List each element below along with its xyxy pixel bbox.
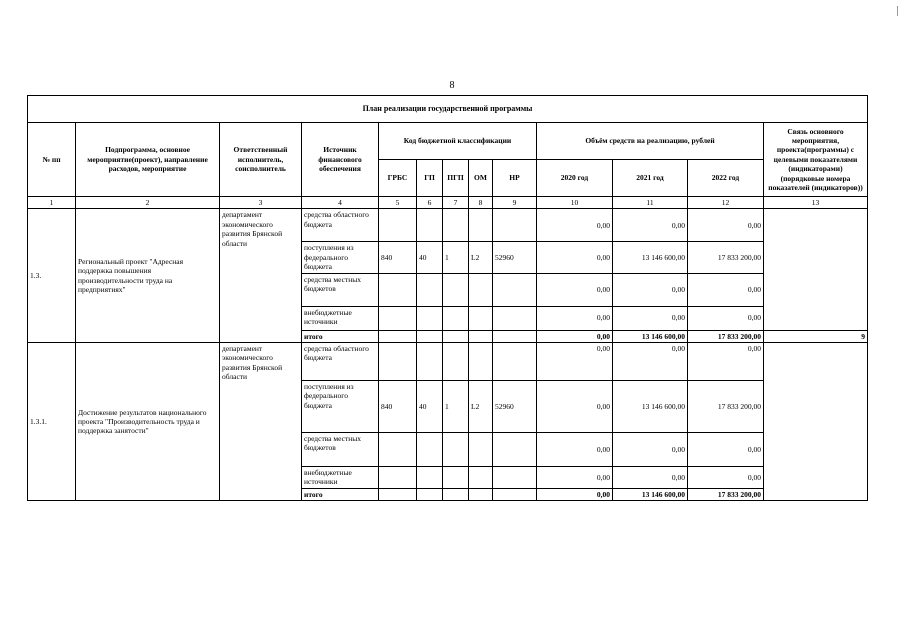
np — [493, 330, 537, 342]
pgp — [443, 273, 469, 306]
np: 52960 — [493, 242, 537, 273]
header-source: Источник финансового обеспечения — [302, 123, 379, 197]
header-funds: Объём средств на реализацию, рублей — [537, 123, 764, 160]
header-link: Связь основного мероприятия, проекта(программы) с целевыми показателями (индикаторами) (порядковые номера показателей (индикаторов)) — [764, 123, 868, 197]
om — [469, 488, 493, 500]
gp — [417, 306, 443, 330]
amount-2022: 17 833 200,00 — [688, 242, 764, 273]
amount-2022: 0,00 — [688, 306, 764, 330]
link-cell — [764, 209, 868, 330]
amount-2021: 0,00 — [613, 342, 688, 380]
amount-2020: 0,00 — [537, 330, 613, 342]
gp — [417, 432, 443, 466]
source-total: итого — [302, 488, 379, 500]
np — [493, 273, 537, 306]
gp — [417, 342, 443, 380]
amount-2021: 13 146 600,00 — [613, 380, 688, 432]
grbs — [379, 273, 417, 306]
header-om: ОМ — [469, 160, 493, 197]
grbs — [379, 342, 417, 380]
om — [469, 306, 493, 330]
column-index: 13 — [764, 197, 868, 209]
grbs: 840 — [379, 242, 417, 273]
column-index: 3 — [220, 197, 302, 209]
source-total: итого — [302, 330, 379, 342]
header-pgp: ПГП — [443, 160, 469, 197]
indicator-link — [764, 342, 868, 500]
amount-2021: 0,00 — [613, 432, 688, 466]
column-index: 4 — [302, 197, 379, 209]
column-index: 7 — [443, 197, 469, 209]
amount-2022: 0,00 — [688, 432, 764, 466]
header-gp: ГП — [417, 160, 443, 197]
grbs — [379, 488, 417, 500]
np: 52960 — [493, 380, 537, 432]
amount-2020: 0,00 — [537, 488, 613, 500]
om — [469, 342, 493, 380]
column-index: 6 — [417, 197, 443, 209]
table-row — [28, 209, 868, 242]
amount-2021: 13 146 600,00 — [613, 330, 688, 342]
grbs — [379, 466, 417, 488]
amount-2022: 0,00 — [688, 466, 764, 488]
amount-2020: 0,00 — [537, 242, 613, 273]
executor: департамент экономического развития Брянской области — [220, 342, 302, 500]
np — [493, 209, 537, 242]
margin-mark — [897, 6, 898, 16]
amount-2020: 0,00 — [537, 342, 613, 380]
column-index: 9 — [493, 197, 537, 209]
source: поступления из федерального бюджета — [302, 242, 379, 273]
header-subprogram: Подпрограмма, основное мероприятие(проект), направление расходов, мероприятие — [76, 123, 220, 197]
row-number: 1.3. — [28, 209, 76, 343]
column-index: 5 — [379, 197, 417, 209]
om: L2 — [469, 380, 493, 432]
source: средства местных бюджетов — [302, 273, 379, 306]
pgp — [443, 209, 469, 242]
amount-2022: 0,00 — [688, 342, 764, 380]
amount-2021: 13 146 600,00 — [613, 488, 688, 500]
source: средства областного бюджета — [302, 209, 379, 242]
header-2020: 2020 год — [537, 160, 613, 197]
np — [493, 432, 537, 466]
source: поступления из федерального бюджета — [302, 380, 379, 432]
amount-2022: 0,00 — [688, 209, 764, 242]
grbs — [379, 330, 417, 342]
pgp — [443, 342, 469, 380]
header-executor: Ответственный исполнитель, соисполнитель — [220, 123, 302, 197]
gp — [417, 466, 443, 488]
amount-2021: 0,00 — [613, 209, 688, 242]
np — [493, 342, 537, 380]
row-number: 1.3.1. — [28, 342, 76, 500]
project-name: Региональный проект "Адресная поддержка повышения производительности труда на предприятиях" — [76, 209, 220, 343]
grbs — [379, 306, 417, 330]
om — [469, 466, 493, 488]
amount-2020: 0,00 — [537, 466, 613, 488]
amount-2022: 17 833 200,00 — [688, 330, 764, 342]
column-index: 8 — [469, 197, 493, 209]
pgp — [443, 488, 469, 500]
column-index: 10 — [537, 197, 613, 209]
pgp — [443, 432, 469, 466]
gp — [417, 209, 443, 242]
amount-2022: 17 833 200,00 — [688, 488, 764, 500]
amount-2021: 0,00 — [613, 306, 688, 330]
np — [493, 306, 537, 330]
amount-2020: 0,00 — [537, 273, 613, 306]
pgp: 1 — [443, 242, 469, 273]
header-budget-code: Код бюджетной классификации — [379, 123, 537, 160]
source: средства местных бюджетов — [302, 432, 379, 466]
executor: департамент экономического развития Брянской области — [220, 209, 302, 343]
om — [469, 432, 493, 466]
amount-2021: 0,00 — [613, 466, 688, 488]
column-index: 2 — [76, 197, 220, 209]
source: внебюджетные источники — [302, 466, 379, 488]
column-index: 11 — [613, 197, 688, 209]
amount-2020: 0,00 — [537, 306, 613, 330]
pgp — [443, 330, 469, 342]
page-number: 8 — [449, 80, 455, 91]
amount-2022: 0,00 — [688, 273, 764, 306]
grbs — [379, 432, 417, 466]
np — [493, 466, 537, 488]
header-2022: 2022 год — [688, 160, 764, 197]
table-row — [28, 342, 868, 380]
pgp: 1 — [443, 380, 469, 432]
gp — [417, 273, 443, 306]
gp — [417, 488, 443, 500]
header-np: НР — [493, 160, 537, 197]
column-index: 12 — [688, 197, 764, 209]
gp — [417, 330, 443, 342]
gp: 40 — [417, 242, 443, 273]
np — [493, 488, 537, 500]
amount-2020: 0,00 — [537, 432, 613, 466]
header-2021: 2021 год — [613, 160, 688, 197]
source: внебюджетные источники — [302, 306, 379, 330]
table-title: План реализации государственной программы — [28, 96, 868, 123]
amount-2022: 17 833 200,00 — [688, 380, 764, 432]
amount-2021: 0,00 — [613, 273, 688, 306]
pgp — [443, 306, 469, 330]
column-index: 1 — [28, 197, 76, 209]
om — [469, 209, 493, 242]
amount-2020: 0,00 — [537, 380, 613, 432]
plan-table — [27, 95, 868, 501]
om: L2 — [469, 242, 493, 273]
om — [469, 273, 493, 306]
header-grbs: ГРБС — [379, 160, 417, 197]
grbs — [379, 209, 417, 242]
grbs: 840 — [379, 380, 417, 432]
amount-2020: 0,00 — [537, 209, 613, 242]
source: средства областного бюджета — [302, 342, 379, 380]
project-name: Достижение результатов национального проекта "Производительность труда и поддержка занятости" — [76, 342, 220, 500]
om — [469, 330, 493, 342]
amount-2021: 13 146 600,00 — [613, 242, 688, 273]
pgp — [443, 466, 469, 488]
indicator-link: 9 — [764, 330, 868, 342]
gp: 40 — [417, 380, 443, 432]
header-num: № пп — [28, 123, 76, 197]
